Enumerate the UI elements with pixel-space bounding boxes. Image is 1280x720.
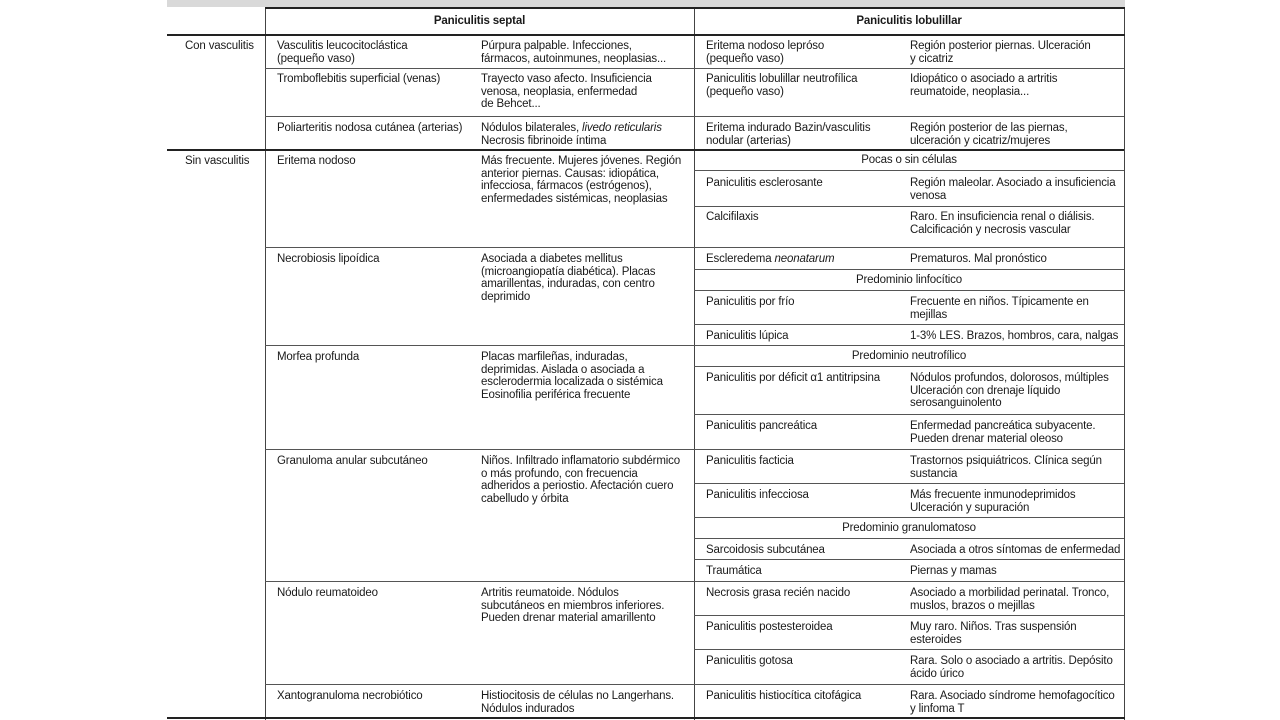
lobular-desc: Región posterior de las piernas, ulceración y cicatriz/mujeres: [910, 122, 1068, 147]
category-sin-vasculitis: Sin vasculitis: [185, 155, 250, 167]
septal-separator: [265, 449, 694, 450]
lobular-name: Paniculitis lobulillar neutrofílica (pequeño vaso): [706, 73, 858, 98]
top-band: [167, 0, 1125, 7]
lobular-name: Paniculitis por déficit α1 antitripsina: [706, 372, 881, 384]
septal-separator: [265, 581, 694, 582]
lobular-desc: Muy raro. Niños. Tras suspensión esteroides: [910, 621, 1077, 646]
lobular-desc: Frecuente en niños. Típicamente en mejillas: [910, 296, 1089, 321]
lobular-name: Paniculitis gotosa: [706, 655, 793, 667]
lobular-desc: Región posterior piernas. Ulceración y cicatriz: [910, 40, 1091, 65]
lobular-desc: Asociada a otros síntomas de enfermedad: [910, 544, 1121, 556]
lobular-desc: Prematuros. Mal pronóstico: [910, 253, 1047, 265]
lobular-desc: Nódulos profundos, dolorosos, múltiples Ulceración con drenaje líquido serosanguinolento: [910, 372, 1109, 409]
lobular-desc: Enfermedad pancreática subyacente. Pueden drenar material oleoso: [910, 420, 1096, 445]
name-emphasis: neonatarum: [774, 253, 835, 265]
lobular-desc: Asociado a morbilidad perinatal. Tronco, muslos, brazos o mejillas: [910, 587, 1110, 612]
lobular-separator: [694, 483, 1124, 484]
septal-desc: [481, 122, 691, 147]
septal-name: Tromboflebitis superficial (venas): [277, 73, 441, 85]
lobular-name: Calcifilaxis: [706, 211, 759, 223]
lobular-separator: [694, 615, 1124, 616]
lobular-separator: [694, 684, 1124, 685]
lobular-group-header: Predominio linfocítico: [855, 274, 962, 286]
septal-name: Granuloma anular subcutáneo: [277, 455, 428, 467]
category-separator: [167, 149, 694, 151]
lobular-desc: Más frecuente inmunodeprimidos Ulceración y supuración: [910, 489, 1076, 514]
right-margin: [1125, 0, 1280, 720]
divider-middle: [694, 7, 695, 720]
septal-name: Necrobiosis lipoídica: [277, 253, 380, 265]
divider-category: [265, 7, 266, 720]
name-text: Escleredema: [706, 253, 775, 265]
lobular-group-header: Pocas o sin células: [861, 154, 957, 166]
lobular-separator: [694, 649, 1124, 650]
septal-separator: [265, 684, 694, 685]
septal-desc: Asociada a diabetes mellitus (microangiopatía diabética). Placas amarillentas, induradas, con centro deprimido: [481, 253, 656, 303]
lobular-separator: [694, 290, 1124, 291]
desc-emphasis: livedo reticularis: [582, 122, 662, 134]
lobular-separator: [694, 269, 1124, 270]
lobular-name: Paniculitis pancreática: [706, 420, 817, 432]
lobular-separator: [694, 517, 1124, 518]
septal-separator: [265, 247, 694, 248]
lobular-separator: [694, 538, 1124, 539]
lobular-name: Traumática: [706, 565, 762, 577]
lobular-desc: Rara. Asociado síndrome hemofagocítico y linfoma T: [910, 690, 1115, 715]
lobular-desc: Idiopático o asociado a artritis reumatoide, neoplasia...: [910, 73, 1058, 98]
septal-name: Poliarteritis nodosa cutánea (arterias): [277, 122, 463, 134]
septal-desc: Niños. Infiltrado inflamatorio subdérmico o más profundo, con frecuencia adheridos a periostio. Afectación cuero cabelludo y órbita: [481, 455, 681, 505]
septal-name: Morfea profunda: [277, 351, 360, 363]
divider-right-edge: [1124, 7, 1125, 720]
lobular-separator: [694, 206, 1124, 207]
lobular-name: Eritema nodoso lepróso (pequeño vaso): [706, 40, 825, 65]
category-con-vasculitis: Con vasculitis: [185, 40, 254, 52]
lobular-group-header: Predominio granulomatoso: [842, 522, 976, 534]
header-top-line: [265, 7, 1125, 9]
septal-name: Nódulo reumatoideo: [277, 587, 378, 599]
lobular-separator: [694, 170, 1124, 171]
septal-name: Xantogranuloma necrobiótico: [277, 690, 423, 702]
header-bottom-line: [167, 34, 1125, 36]
table-bottom-line: [167, 717, 1125, 719]
septal-separator: [265, 116, 694, 117]
lobular-desc: Piernas y mamas: [910, 565, 997, 577]
lobular-name: Paniculitis facticia: [706, 455, 794, 467]
desc-text: Nódulos bilaterales,: [481, 122, 583, 134]
lobular-desc: Trastornos psiquiátricos. Clínica según sustancia: [910, 455, 1102, 480]
lobular-group-header: Predominio neutrofílico: [851, 350, 967, 362]
lobular-name: [706, 253, 906, 266]
lobular-name: Sarcoidosis subcutánea: [706, 544, 825, 556]
septal-desc: Placas marfileñas, induradas, deprimidas. Aislada o asociada a esclerodermia localizada o sistémica Eosinofilia periférica frecuente: [481, 351, 663, 401]
lobular-name: Paniculitis lúpica: [706, 330, 789, 342]
lobular-desc: Rara. Solo o asociado a artritis. Depósito ácido úrico: [910, 655, 1113, 680]
lobular-name: Paniculitis postesteroidea: [706, 621, 833, 633]
lobular-name: Paniculitis esclerosante: [706, 177, 823, 189]
septal-separator: [265, 68, 694, 69]
lobular-separator: [694, 414, 1124, 415]
septal-separator: [265, 345, 694, 346]
septal-desc: Trayecto vaso afecto. Insuficiencia venosa, neoplasia, enfermedad de Behcet...: [481, 73, 652, 110]
septal-desc: Más frecuente. Mujeres jóvenes. Región anterior piernas. Causas: idiopática, infecciosa, fármacos (estrógenos), enfermedades sistémicas, neoplasias: [481, 155, 682, 205]
left-margin: [0, 0, 167, 720]
lobular-desc: Región maleolar. Asociado a insuficiencia venosa: [910, 177, 1116, 202]
lobular-name: Eritema indurado Bazin/vasculitis nodular (arterias): [706, 122, 871, 147]
lobular-separator: [694, 149, 1124, 151]
septal-desc: Histiocitosis de células no Langerhans. Nódulos indurados: [481, 690, 674, 715]
lobular-name: Necrosis grasa recién nacido: [706, 587, 851, 599]
lobular-desc: Raro. En insuficiencia renal o diálisis. Calcificación y necrosis vascular: [910, 211, 1095, 236]
lobular-separator: [694, 559, 1124, 560]
lobular-separator: [694, 345, 1124, 346]
lobular-separator: [694, 247, 1124, 248]
lobular-separator: [694, 449, 1124, 450]
septal-desc: Púrpura palpable. Infecciones, fármacos, autoinmunes, neoplasias...: [481, 40, 667, 65]
lobular-desc: 1-3% LES. Brazos, hombros, cara, nalgas: [910, 330, 1119, 342]
header-lobular: Paniculitis lobulillar: [856, 15, 962, 27]
lobular-separator: [694, 116, 1124, 117]
lobular-separator: [694, 324, 1124, 325]
desc-text: Necrosis fibrinoide íntima: [481, 134, 607, 147]
header-septal: Paniculitis septal: [433, 15, 526, 27]
lobular-separator: [694, 68, 1124, 69]
lobular-name: Paniculitis por frío: [706, 296, 795, 308]
septal-name: Vasculitis leucocitoclástica (pequeño vaso): [277, 40, 408, 65]
panniculitis-table: [167, 0, 1125, 720]
lobular-name: Paniculitis infecciosa: [706, 489, 809, 501]
septal-desc: Artritis reumatoide. Nódulos subcutáneos en miembros inferiores. Pueden drenar material amarillento: [481, 587, 665, 624]
lobular-name: Paniculitis histiocítica citofágica: [706, 690, 862, 702]
septal-name: Eritema nodoso: [277, 155, 356, 167]
lobular-separator: [694, 581, 1124, 582]
lobular-separator: [694, 366, 1124, 367]
